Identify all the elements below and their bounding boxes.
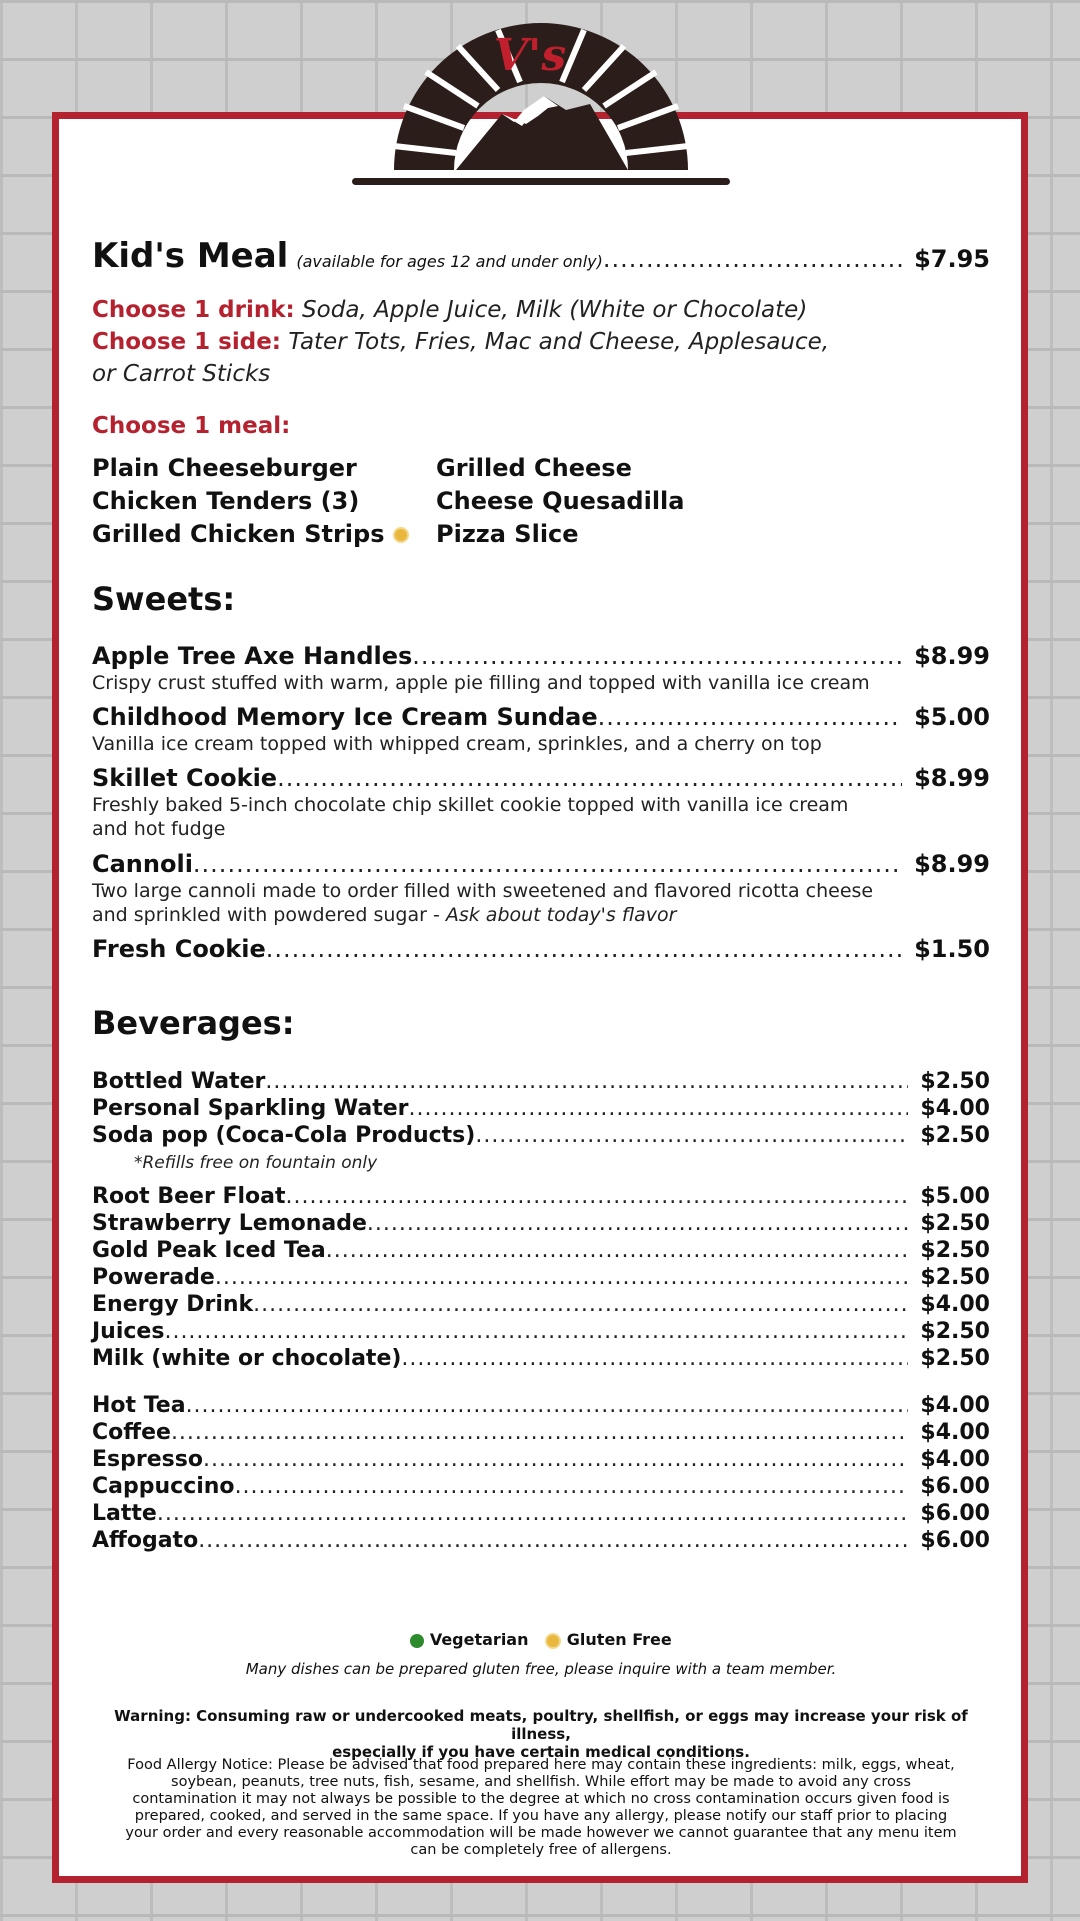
- leader-dots: [198, 1528, 908, 1553]
- beverage-price: $2.50: [920, 1265, 990, 1290]
- menu-item-row: [92, 703, 990, 731]
- item-price: $8.99: [914, 850, 990, 878]
- allergy-notice: [92, 1757, 990, 1859]
- meal-item: [92, 520, 409, 548]
- item-name: Skillet Cookie: [92, 764, 278, 792]
- allergy-line: your order and every reasonable accommodation will be made however we cannot guarantee that any menu item: [125, 1825, 957, 1841]
- beverage-price: $6.00: [920, 1528, 990, 1553]
- allergy-line: Food Allergy Notice: Please be advised that food prepared here may contain these ingredients: milk, eggs, wheat,: [127, 1757, 955, 1773]
- vegetarian-label: Vegetarian: [429, 1630, 529, 1649]
- leader-dots: [286, 1184, 909, 1209]
- beverage-row: [92, 1123, 990, 1148]
- item-price: $1.50: [914, 935, 990, 963]
- vegetarian-icon: [410, 1634, 424, 1648]
- leader-dots: [164, 1319, 908, 1344]
- refill-note: *Refills free on fountain only: [134, 1153, 378, 1173]
- leader-dots: [235, 1474, 909, 1499]
- beverage-row: [92, 1528, 990, 1553]
- beverage-price: $2.50: [920, 1319, 990, 1344]
- beverage-name: Hot Tea: [92, 1393, 186, 1418]
- beverage-price: $2.50: [920, 1346, 990, 1371]
- item-description: and hot fudge: [92, 818, 226, 840]
- leader-dots: [412, 642, 902, 670]
- kids-meal-row: [92, 236, 990, 276]
- leader-dots: [401, 1346, 908, 1371]
- leader-dots: [193, 850, 902, 878]
- leader-dots: [266, 935, 902, 963]
- kids-meal-title: Kid's Meal: [92, 236, 289, 276]
- leader-dots: [367, 1211, 909, 1236]
- beverage-price: $6.00: [920, 1501, 990, 1526]
- item-price: $8.99: [914, 642, 990, 670]
- logo-text: V's: [493, 30, 567, 81]
- beverage-row: [92, 1346, 990, 1371]
- item-name: Apple Tree Axe Handles: [92, 642, 413, 670]
- kids-meal-leader: [603, 245, 902, 273]
- choose-drink: [92, 294, 972, 326]
- item-name: Cannoli: [92, 850, 193, 878]
- menu-item-row: [92, 764, 990, 792]
- choose-side-cont: [92, 358, 972, 390]
- beverage-name: Gold Peak Iced Tea: [92, 1238, 326, 1263]
- raw-food-warning: [92, 1707, 990, 1761]
- beverage-name: Cappuccino: [92, 1474, 235, 1499]
- item-price: $8.99: [914, 764, 990, 792]
- beverage-name: Personal Sparkling Water: [92, 1096, 409, 1121]
- diet-legend: [92, 1630, 990, 1649]
- allergy-line: prepared, cooked, and served in the same space. If you have any allergy, please notify our staff prior to placing: [134, 1808, 948, 1824]
- beverage-row: [92, 1265, 990, 1290]
- meal-item: Plain Cheeseburger: [92, 454, 357, 482]
- warning-line: Warning: Consuming raw or undercooked meats, poultry, shellfish, or eggs may increase your risk of illness,: [114, 1707, 968, 1743]
- beverage-row: [92, 1292, 990, 1317]
- allergy-line: contamination it may not always be possible to the degree at which no cross contamination occurs given food is: [132, 1791, 950, 1807]
- beverages-heading: Beverages:: [92, 1004, 295, 1042]
- beverage-row: [92, 1238, 990, 1263]
- leader-dots: [277, 764, 902, 792]
- beverage-row: [92, 1096, 990, 1121]
- beverage-row: [92, 1501, 990, 1526]
- leader-dots: [409, 1096, 909, 1121]
- beverage-price: $2.50: [920, 1238, 990, 1263]
- beverage-row: [92, 1393, 990, 1418]
- beverage-price: $2.50: [920, 1211, 990, 1236]
- beverage-price: $4.00: [920, 1447, 990, 1472]
- beverage-price: $2.50: [920, 1123, 990, 1148]
- choose-side: [92, 326, 972, 358]
- meal-item: Cheese Quesadilla: [436, 487, 685, 515]
- gluten-free-label: Gluten Free: [566, 1630, 672, 1649]
- warning-line: especially if you have certain medical conditions.: [332, 1743, 750, 1761]
- item-description: Two large cannoli made to order filled with sweetened and flavored ricotta cheese: [92, 880, 874, 902]
- item-description: Vanilla ice cream topped with whipped cream, sprinkles, and a cherry on top: [92, 733, 822, 755]
- beverage-name: Root Beer Float: [92, 1184, 286, 1209]
- choose-side-options-2: or Carrot Sticks: [92, 361, 271, 387]
- leader-dots: [598, 703, 902, 731]
- beverage-row: [92, 1211, 990, 1236]
- beverage-name: Bottled Water: [92, 1069, 266, 1094]
- beverage-name: Espresso: [92, 1447, 203, 1472]
- meal-item: Pizza Slice: [436, 520, 579, 548]
- beverage-row: [92, 1420, 990, 1445]
- choose-side-label: Choose 1 side:: [92, 329, 281, 355]
- beverage-row: [92, 1474, 990, 1499]
- allergy-line: can be completely free of allergens.: [410, 1842, 672, 1858]
- logo: [352, 18, 730, 204]
- beverage-price: $4.00: [920, 1393, 990, 1418]
- item-name: Fresh Cookie: [92, 935, 266, 963]
- beverage-name: Strawberry Lemonade: [92, 1211, 367, 1236]
- beverage-row: [92, 1184, 990, 1209]
- item-description: Freshly baked 5-inch chocolate chip skillet cookie topped with vanilla ice cream: [92, 794, 849, 816]
- gluten-free-note: Many dishes can be prepared gluten free, please inquire with a team member.: [245, 1660, 837, 1678]
- beverage-row: [92, 1319, 990, 1344]
- beverage-name: Latte: [92, 1501, 157, 1526]
- leader-dots: [265, 1069, 908, 1094]
- beverage-price: $4.00: [920, 1292, 990, 1317]
- meal-item-label: Grilled Chicken Strips: [92, 520, 385, 548]
- choose-drink-options: Soda, Apple Juice, Milk (White or Chocolate): [302, 297, 808, 323]
- meal-item: Chicken Tenders (3): [92, 487, 360, 515]
- beverage-name: Milk (white or chocolate): [92, 1346, 402, 1371]
- kids-meal-note: (available for ages 12 and under only): [296, 252, 603, 271]
- beverage-price: $4.00: [920, 1096, 990, 1121]
- leader-dots: [215, 1265, 909, 1290]
- menu-item-row: [92, 642, 990, 670]
- item-price: $5.00: [914, 703, 990, 731]
- choose-side-options: Tater Tots, Fries, Mac and Cheese, Applesauce,: [288, 329, 830, 355]
- allergy-line: soybean, peanuts, tree nuts, fish, sesame, and shellfish. While effort may be made to avoid any cross: [171, 1774, 911, 1790]
- beverage-row: [92, 1447, 990, 1472]
- gluten-free-icon: [545, 1633, 561, 1649]
- beverage-name: Coffee: [92, 1420, 171, 1445]
- beverage-name: Energy Drink: [92, 1292, 254, 1317]
- beverage-price: $4.00: [920, 1420, 990, 1445]
- beverage-name: Powerade: [92, 1265, 215, 1290]
- leader-dots: [186, 1393, 909, 1418]
- flavor-note: Ask about today's flavor: [445, 904, 677, 926]
- beverage-price: $6.00: [920, 1474, 990, 1499]
- item-name: Childhood Memory Ice Cream Sundae: [92, 703, 598, 731]
- choose-drink-label: Choose 1 drink:: [92, 297, 295, 323]
- beverage-price: $2.50: [920, 1069, 990, 1094]
- leader-dots: [475, 1123, 908, 1148]
- item-description-text: and sprinkled with powdered sugar -: [92, 904, 446, 926]
- leader-dots: [171, 1420, 908, 1445]
- leader-dots: [203, 1447, 908, 1472]
- beverage-name: Soda pop (Coca-Cola Products): [92, 1123, 476, 1148]
- beverage-price: $5.00: [920, 1184, 990, 1209]
- leader-dots: [326, 1238, 909, 1263]
- item-description: Crispy crust stuffed with warm, apple pie filling and topped with vanilla ice cream: [92, 672, 870, 694]
- sweets-heading: Sweets:: [92, 580, 236, 618]
- item-description: [92, 903, 972, 927]
- kids-meal-price: $7.95: [914, 245, 990, 273]
- beverage-name: Affogato: [92, 1528, 199, 1553]
- gluten-free-icon: [393, 527, 409, 543]
- choose-meal-label: Choose 1 meal:: [92, 413, 291, 439]
- menu-item-row: [92, 850, 990, 878]
- beverage-name: Juices: [92, 1319, 165, 1344]
- choose-meal: [92, 410, 972, 442]
- leader-dots: [157, 1501, 909, 1526]
- leader-dots: [253, 1292, 908, 1317]
- meal-item: Grilled Cheese: [436, 454, 632, 482]
- beverage-row: [92, 1069, 990, 1094]
- menu-item-row: [92, 935, 990, 963]
